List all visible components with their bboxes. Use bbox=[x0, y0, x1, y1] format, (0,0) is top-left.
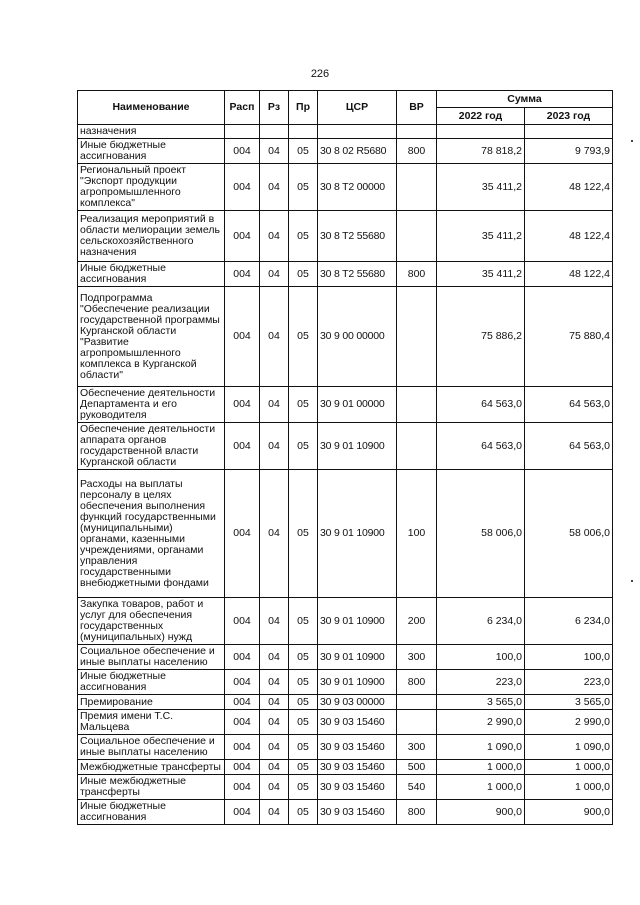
row-sum-2023: 6 234,0 bbox=[525, 598, 613, 645]
row-name: Иные бюджетные ассигнования bbox=[78, 262, 225, 287]
row-vr bbox=[397, 695, 437, 710]
row-rz: 04 bbox=[260, 262, 289, 287]
row-rasp: 004 bbox=[225, 735, 260, 760]
row-csr: 30 8 02 R5680 bbox=[318, 139, 397, 164]
row-vr bbox=[397, 211, 437, 262]
row-rz: 04 bbox=[260, 670, 289, 695]
row-sum-2023: 1 090,0 bbox=[525, 735, 613, 760]
header-rz: Рз bbox=[260, 91, 289, 125]
row-rz: 04 bbox=[260, 470, 289, 598]
row-name: Межбюджетные трансферты bbox=[78, 760, 225, 775]
row-pr: 05 bbox=[289, 211, 318, 262]
row-vr: 800 bbox=[397, 139, 437, 164]
row-rz: 04 bbox=[260, 423, 289, 470]
table-header bbox=[78, 91, 613, 125]
row-pr: 05 bbox=[289, 645, 318, 670]
row-csr: 30 9 03 00000 bbox=[318, 695, 397, 710]
table-row bbox=[78, 670, 613, 695]
row-sum-2023: 48 122,4 bbox=[525, 211, 613, 262]
row-pr: 05 bbox=[289, 598, 318, 645]
row-sum-2022: 3 565,0 bbox=[437, 695, 525, 710]
row-rasp: 004 bbox=[225, 645, 260, 670]
row-rz: 04 bbox=[260, 695, 289, 710]
row-rz: 04 bbox=[260, 139, 289, 164]
row-csr: 30 9 03 15460 bbox=[318, 775, 397, 800]
row-vr bbox=[397, 387, 437, 423]
row-csr: 30 9 01 10900 bbox=[318, 470, 397, 598]
table-row bbox=[78, 287, 613, 387]
table-row bbox=[78, 645, 613, 670]
row-csr: 30 9 01 10900 bbox=[318, 423, 397, 470]
row-sum-2022: 900,0 bbox=[437, 800, 525, 825]
row-rz: 04 bbox=[260, 387, 289, 423]
continuation-text: назначения bbox=[78, 125, 225, 139]
row-csr: 30 9 00 00000 bbox=[318, 287, 397, 387]
row-pr: 05 bbox=[289, 670, 318, 695]
row-rasp: 004 bbox=[225, 598, 260, 645]
table-row bbox=[78, 735, 613, 760]
row-sum-2022: 78 818,2 bbox=[437, 139, 525, 164]
row-rz: 04 bbox=[260, 760, 289, 775]
row-vr: 800 bbox=[397, 262, 437, 287]
row-rz: 04 bbox=[260, 800, 289, 825]
row-vr bbox=[397, 164, 437, 211]
table-row bbox=[78, 760, 613, 775]
row-name: Социальное обеспечение и иные выплаты населению bbox=[78, 735, 225, 760]
row-sum-2022: 58 006,0 bbox=[437, 470, 525, 598]
header-pr: Пр bbox=[289, 91, 318, 125]
row-sum-2022: 1 000,0 bbox=[437, 775, 525, 800]
row-csr: 30 9 01 10900 bbox=[318, 670, 397, 695]
row-vr: 500 bbox=[397, 760, 437, 775]
row-sum-2022: 6 234,0 bbox=[437, 598, 525, 645]
row-vr bbox=[397, 710, 437, 735]
row-rz: 04 bbox=[260, 735, 289, 760]
row-name: Обеспечение деятельности аппарата органов государственной власти Курганской области bbox=[78, 423, 225, 470]
row-sum-2023: 100,0 bbox=[525, 645, 613, 670]
row-name: Реализация мероприятий в области мелиорации земель сельскохозяйственного назначения bbox=[78, 211, 225, 262]
header-csr: ЦСР bbox=[318, 91, 397, 125]
row-csr: 30 9 01 00000 bbox=[318, 387, 397, 423]
row-sum-2022: 75 886,2 bbox=[437, 287, 525, 387]
row-name: Закупка товаров, работ и услуг для обеспечения государственных (муниципальных) нужд bbox=[78, 598, 225, 645]
row-sum-2023: 3 565,0 bbox=[525, 695, 613, 710]
row-sum-2023: 48 122,4 bbox=[525, 164, 613, 211]
table-row bbox=[78, 695, 613, 710]
row-csr: 30 8 T2 00000 bbox=[318, 164, 397, 211]
row-vr: 200 bbox=[397, 598, 437, 645]
row-vr: 300 bbox=[397, 645, 437, 670]
row-vr: 800 bbox=[397, 670, 437, 695]
row-sum-2022: 35 411,2 bbox=[437, 262, 525, 287]
row-pr: 05 bbox=[289, 775, 318, 800]
row-rz: 04 bbox=[260, 598, 289, 645]
row-sum-2022: 2 990,0 bbox=[437, 710, 525, 735]
row-rasp: 004 bbox=[225, 695, 260, 710]
table-row bbox=[78, 800, 613, 825]
row-rz: 04 bbox=[260, 287, 289, 387]
scan-mark bbox=[631, 140, 633, 142]
row-rz: 04 bbox=[260, 710, 289, 735]
table-row bbox=[78, 164, 613, 211]
row-rasp: 004 bbox=[225, 387, 260, 423]
row-rasp: 004 bbox=[225, 262, 260, 287]
row-rasp: 004 bbox=[225, 423, 260, 470]
header-vr: ВР bbox=[397, 91, 437, 125]
row-sum-2023: 58 006,0 bbox=[525, 470, 613, 598]
header-year-2022: 2022 год bbox=[437, 108, 525, 125]
row-rasp: 004 bbox=[225, 670, 260, 695]
header-sum: Сумма bbox=[437, 91, 613, 108]
row-pr: 05 bbox=[289, 470, 318, 598]
row-vr: 300 bbox=[397, 735, 437, 760]
row-rasp: 004 bbox=[225, 775, 260, 800]
row-pr: 05 bbox=[289, 423, 318, 470]
row-rasp: 004 bbox=[225, 164, 260, 211]
row-rasp: 004 bbox=[225, 287, 260, 387]
row-name: Иные бюджетные ассигнования bbox=[78, 800, 225, 825]
row-sum-2022: 64 563,0 bbox=[437, 387, 525, 423]
row-sum-2023: 1 000,0 bbox=[525, 775, 613, 800]
row-name: Социальное обеспечение и иные выплаты населению bbox=[78, 645, 225, 670]
budget-table bbox=[77, 90, 613, 825]
row-rasp: 004 bbox=[225, 139, 260, 164]
row-rasp: 004 bbox=[225, 470, 260, 598]
table-row bbox=[78, 598, 613, 645]
row-sum-2023: 48 122,4 bbox=[525, 262, 613, 287]
row-csr: 30 9 03 15460 bbox=[318, 710, 397, 735]
table-body bbox=[78, 125, 613, 825]
row-pr: 05 bbox=[289, 287, 318, 387]
row-sum-2022: 35 411,2 bbox=[437, 211, 525, 262]
row-rz: 04 bbox=[260, 211, 289, 262]
row-pr: 05 bbox=[289, 262, 318, 287]
row-name: Обеспечение деятельности Департамента и его руководителя bbox=[78, 387, 225, 423]
row-rz: 04 bbox=[260, 775, 289, 800]
row-sum-2023: 900,0 bbox=[525, 800, 613, 825]
row-vr bbox=[397, 423, 437, 470]
row-sum-2023: 2 990,0 bbox=[525, 710, 613, 735]
table-row bbox=[78, 423, 613, 470]
row-sum-2023: 9 793,9 bbox=[525, 139, 613, 164]
row-rasp: 004 bbox=[225, 800, 260, 825]
row-name: Иные бюджетные ассигнования bbox=[78, 670, 225, 695]
row-name: Иные межбюджетные трансферты bbox=[78, 775, 225, 800]
row-name: Премирование bbox=[78, 695, 225, 710]
row-pr: 05 bbox=[289, 139, 318, 164]
row-csr: 30 8 T2 55680 bbox=[318, 262, 397, 287]
row-pr: 05 bbox=[289, 387, 318, 423]
row-pr: 05 bbox=[289, 710, 318, 735]
table-row bbox=[78, 139, 613, 164]
row-sum-2022: 1 090,0 bbox=[437, 735, 525, 760]
row-csr: 30 9 03 15460 bbox=[318, 800, 397, 825]
row-sum-2023: 223,0 bbox=[525, 670, 613, 695]
row-sum-2022: 1 000,0 bbox=[437, 760, 525, 775]
row-csr: 30 9 03 15460 bbox=[318, 735, 397, 760]
row-pr: 05 bbox=[289, 760, 318, 775]
table-row bbox=[78, 387, 613, 423]
row-csr: 30 9 01 10900 bbox=[318, 598, 397, 645]
row-sum-2022: 223,0 bbox=[437, 670, 525, 695]
table-row bbox=[78, 710, 613, 735]
row-sum-2023: 75 880,4 bbox=[525, 287, 613, 387]
table-row bbox=[78, 262, 613, 287]
row-pr: 05 bbox=[289, 695, 318, 710]
row-pr: 05 bbox=[289, 800, 318, 825]
row-vr: 800 bbox=[397, 800, 437, 825]
row-name: Региональный проект "Экспорт продукции агропромышленного комплекса" bbox=[78, 164, 225, 211]
row-vr bbox=[397, 287, 437, 387]
row-sum-2023: 1 000,0 bbox=[525, 760, 613, 775]
header-name: Наименование bbox=[78, 91, 225, 125]
row-sum-2022: 35 411,2 bbox=[437, 164, 525, 211]
row-csr: 30 9 01 10900 bbox=[318, 645, 397, 670]
row-sum-2023: 64 563,0 bbox=[525, 387, 613, 423]
row-rasp: 004 bbox=[225, 760, 260, 775]
table-row bbox=[78, 775, 613, 800]
row-vr: 540 bbox=[397, 775, 437, 800]
continuation-row bbox=[78, 125, 613, 139]
row-pr: 05 bbox=[289, 164, 318, 211]
row-rz: 04 bbox=[260, 164, 289, 211]
page-number: 226 bbox=[310, 68, 330, 80]
row-csr: 30 8 T2 55680 bbox=[318, 211, 397, 262]
row-rasp: 004 bbox=[225, 710, 260, 735]
row-name: Расходы на выплаты персоналу в целях обеспечения выполнения функций государственными (муниципальными) органами, казенными учреждениями, органами управления государственными внебюджетными фондами bbox=[78, 470, 225, 598]
row-sum-2023: 64 563,0 bbox=[525, 423, 613, 470]
row-rz: 04 bbox=[260, 645, 289, 670]
row-name: Иные бюджетные ассигнования bbox=[78, 139, 225, 164]
row-csr: 30 9 03 15460 bbox=[318, 760, 397, 775]
row-rasp: 004 bbox=[225, 211, 260, 262]
row-sum-2022: 100,0 bbox=[437, 645, 525, 670]
row-sum-2022: 64 563,0 bbox=[437, 423, 525, 470]
header-year-2023: 2023 год bbox=[525, 108, 613, 125]
table-row bbox=[78, 211, 613, 262]
scan-mark bbox=[631, 580, 633, 582]
row-pr: 05 bbox=[289, 735, 318, 760]
header-rasp: Расп bbox=[225, 91, 260, 125]
row-name: Премия имени Т.С. Мальцева bbox=[78, 710, 225, 735]
row-name: Подпрограмма "Обеспечение реализации государственной программы Курганской области "Развитие агропромышленного комплекса в Курганской области" bbox=[78, 287, 225, 387]
row-vr: 100 bbox=[397, 470, 437, 598]
table-row bbox=[78, 470, 613, 598]
